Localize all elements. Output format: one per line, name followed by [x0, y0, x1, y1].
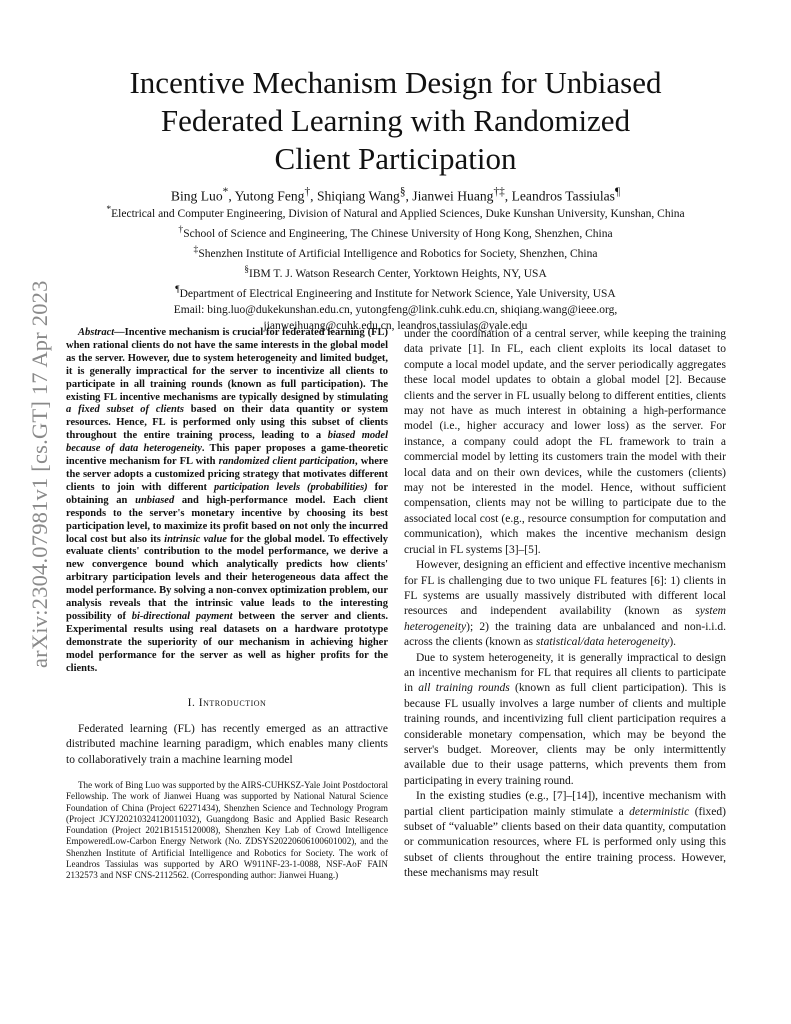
title-line-1: Incentive Mechanism Design for Unbiased — [129, 65, 662, 100]
paragraph-emphasis: statistical/data heterogeneity — [535, 636, 670, 649]
section-heading-introduction: I. Introduction — [187, 697, 267, 710]
abstract — [66, 327, 388, 675]
abstract-emphasis: a fixed subset of clients — [66, 404, 184, 416]
abstract-text: for obtaining an — [66, 481, 388, 506]
author-mark: § — [399, 186, 406, 198]
title-line-3: Client Participation — [274, 141, 517, 176]
body-paragraph — [404, 558, 726, 650]
affiliation-line — [50, 282, 741, 302]
affiliation-mark: * — [106, 204, 112, 215]
affiliation-text: Electrical and Computer Engineering, Division of Natural and Applied Sciences, Duke Kunshan University, Kunshan, China — [111, 207, 685, 220]
author-name: Bing Luo — [170, 188, 223, 204]
author-mark: † — [304, 186, 311, 198]
abstract-text: for the global model. To effectively evaluate clients' contribution to the model performance, we derive a new convergence bound which analytically predicts how clients' arbitrary participation levels and their heterogeneous data affect the model performance. By solving a non-convex optimization problem, our analysis reveals that the intrinsic value leads to the interesting possibility of — [66, 533, 388, 622]
author-list: Bing Luo*, Yutong Feng†, Shiqiang Wang§, Jianwei Huang†‡, Leandros Tassiulas¶ — [170, 186, 621, 204]
abstract-emphasis: participation levels (probabilities) — [213, 481, 368, 493]
author-name: Yutong Feng — [234, 188, 305, 204]
affiliation-line — [50, 222, 741, 242]
author-mark: * — [222, 186, 229, 198]
abstract-text: . This paper proposes a game-theoretic incentive mechanism for FL with — [66, 443, 389, 468]
arxiv-identifier-stamp: arXiv:2304.07981v1 [cs.GT] 17 Apr 2023 — [27, 280, 52, 668]
abstract-text: based on their data quantity or system resources. Hence, FL is performed only using this subset of clients throughout the entire training process, leading to a — [66, 404, 388, 442]
affiliation-line — [50, 262, 741, 282]
author-mark: ¶ — [614, 186, 621, 198]
affiliation-mark: † — [178, 223, 184, 235]
right-column — [404, 327, 726, 882]
affiliation-text: Shenzhen Institute of Artificial Intelligence and Robotics for Society, Shenzhen, China — [198, 247, 598, 260]
affiliation-text: IBM T. J. Watson Research Center, Yorktown Heights, NY, USA — [249, 267, 547, 280]
affiliation-line — [50, 202, 741, 222]
paragraph-emphasis: system heterogeneity — [404, 605, 726, 633]
paragraph-text: (known as full client participation). This is because FL usually involves a large number of clients and multiple training rounds, and incentivizing full client participation requires a considerable monetary compensation, which may be beyond the server's budget. Moreover, clients may be only intermittently available due to their usage patterns, which prevents them from participating in every training round. — [404, 682, 726, 787]
paragraph-text: In the existing studies (e.g., [7]–[14]), incentive mechanism with partial client participation mainly stimulate a — [404, 790, 726, 818]
abstract-label: Abstract — [78, 327, 115, 338]
title-line-2: Federated Learning with Randomized — [160, 103, 631, 138]
affiliation-mark: ‡ — [193, 243, 199, 255]
author-name: Leandros Tassiulas — [511, 188, 615, 204]
paragraph-text: Due to system heterogeneity, it is generally impractical to design an incentive mechanism for FL that requires all clients to participate in — [404, 651, 726, 695]
body-paragraph — [404, 789, 726, 881]
left-column — [66, 327, 388, 881]
body-paragraph — [404, 651, 726, 790]
email-line: jianweihuang@cuhk.edu.cn, leandros.tassiulas@yale.edu — [263, 319, 528, 332]
paragraph-text: ). — [669, 636, 677, 649]
paragraph-text: (fixed) subset of “valuable” clients based on their data quantity, computation or communication resources, where FL is performed only using this subset of clients throughout the entire training process. However, these mechanisms may result — [404, 805, 726, 880]
affiliation-mark: ¶ — [175, 283, 180, 295]
abstract-dash: — — [114, 327, 125, 338]
abstract-emphasis: randomized client participation — [218, 456, 356, 468]
intro-paragraph: Federated learning (FL) has recently emerged as an attractive distributed machine learning paradigm, which enables many clients to collaboratively train a machine learning model — [66, 722, 388, 766]
affiliation-text: Department of Electrical Engineering and Institute for Network Science, Yale University, USA — [179, 287, 616, 300]
abstract-text: and high-performance model. Each client responds to the server's monetary incentive by choosing its best participation level, to maximize its profit based on not only the incurred local cost but also its — [66, 494, 388, 545]
abstract-text: , where the server adopts a customized pricing strategy that motivates different clients to join with different — [66, 456, 389, 493]
funding-footnote: The work of Bing Luo was supported by the AIRS-CUHKSZ-Yale Joint Postdoctoral Fellowship. The work of Jianwei Huang was supported by National Natural Science Foundation of China (Project 62271434), Shenzhen Science and Technology Program (Project JCYJ20210324120011032), Guangdong Basic and Applied Basic Research Foundation (Project 2021B1515120008), Shenzhen Key Lab of Crowd Intelligence EmpoweredLow-Carbon Energy Network (No. ZDSYS20220606100601002), and the Shenzhen Institute of Artificial Intelligence and Robotics for Society. The work of Leandros Tassiulas was supported by ARO W911NF-23-1-0088, NSF-AoF FAIN 2132573 and NSF CNS-2112562. (Corresponding author: Jianwei Huang.) — [66, 780, 389, 881]
affiliation-mark: § — [244, 263, 250, 275]
abstract-text: between the server and clients. Experimental results using real datasets on a hardware prototype demonstrate the superiority of our mechanism in achieving higher model performance for the server as well as higher profits for the clients. — [66, 610, 388, 674]
abstract-emphasis: unbiased — [135, 494, 175, 506]
author-mark: †‡ — [493, 186, 505, 198]
abstract-text: Incentive mechanism is crucial for federated learning (FL) when rational clients do not have the same interests in the global model as the server. However, due to system heterogeneity and limited budget, it is generally impractical for the server to incentivize all clients to participate in all training rounds (known as full participation). The existing FL incentive mechanisms are typically designed by stimulating — [66, 327, 388, 403]
paper-title — [60, 64, 731, 178]
abstract-emphasis: bi-directional payment — [131, 610, 233, 622]
abstract-emphasis: biased model because of data heterogeneity — [66, 430, 388, 455]
affiliation-block — [50, 202, 741, 334]
abstract-emphasis: intrinsic value — [164, 533, 227, 545]
paragraph-text: ); 2) the training data are unbalanced and non-i.i.d. across the clients (known as — [404, 620, 726, 649]
author-name: Shiqiang Wang — [316, 188, 400, 204]
affiliation-line — [50, 242, 741, 262]
affiliation-text: School of Science and Engineering, The Chinese University of Hong Kong, Shenzhen, China — [183, 227, 613, 240]
body-paragraph: under the coordination of a central server, while keeping the training data private [1]. In FL, each client exploits its local dataset to compute a local model update, and the server periodically aggregates these local model updates to obtain a global model [2]. Because clients and the server in FL usually belong to different entities, clients may not have as much interest in obtaining a high-performance model (i.e., higher accuracy and lower loss) as the server. For instance, a company could adopt the FL framework to train a commercial model by letting its customers train the model with their local data and on their own devices, while the customers (clients) may not be interested in the model. Hence, without sufficient compensation, clients may not be willing to participate due to the associated local cost (e.g., resource consumption for computation and communication), which makes the incentive mechanism design crucial in FL systems [3]–[5]. — [404, 328, 726, 556]
email-line: Email: bing.luo@dukekunshan.edu.cn, yutongfeng@link.cuhk.edu.cn, shiqiang.wang@ieee.org, — [173, 303, 618, 316]
paragraph-text: However, designing an efficient and effective incentive mechanism for FL is challenging due to two unique FL features [6]: 1) clients in FL systems are usually massively distributed with different local resources and independent availability (known as — [404, 559, 726, 618]
author-name: Jianwei Huang — [412, 188, 494, 204]
paragraph-emphasis: all training rounds — [418, 682, 510, 695]
paragraph-emphasis: deterministic — [629, 805, 690, 818]
